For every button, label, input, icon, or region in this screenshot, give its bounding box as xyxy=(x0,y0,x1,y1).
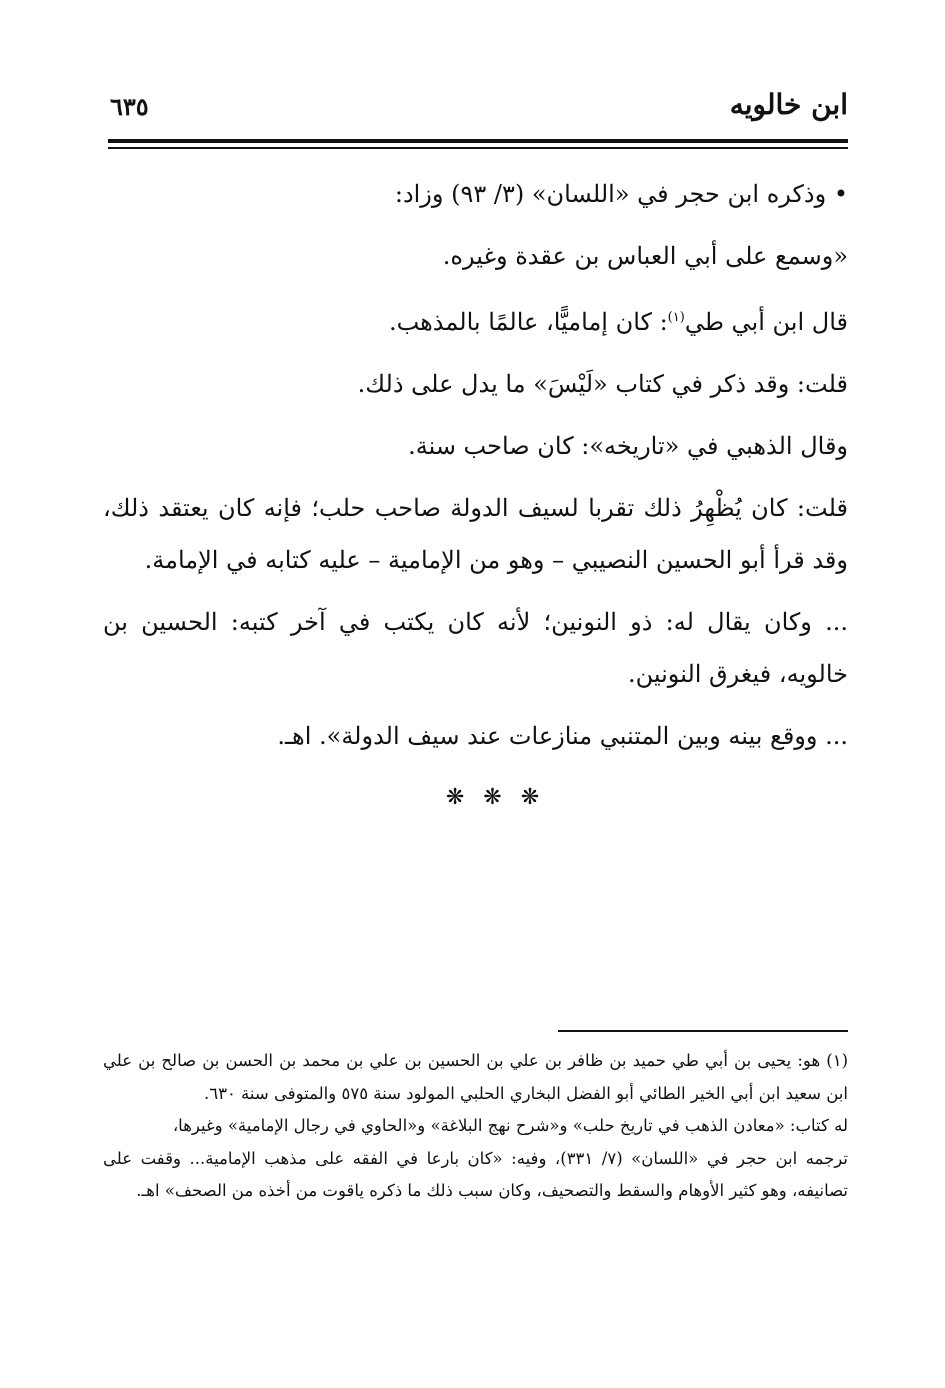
header-rule-thin xyxy=(108,147,848,149)
paragraph-8: ... ووقع بينه وبين المتنبي منازعات عند سيف الدولة». اهـ. xyxy=(277,722,848,750)
footnote-ref-1[interactable]: (١) xyxy=(667,310,685,325)
footnote-1-part-c: ترجمه ابن حجر في «اللسان» (٧/ ٣٣١)، وفيه: «كان بارعا في الفقه على مذهب الإمامية... وقفت على تصانيفه، وهو كثير الأوهام والسقط والتصحيف، وكان سبب ذلك ما ذكره ياقوت من أخذه من الصحف» اهـ. xyxy=(103,1148,848,1200)
footnotes xyxy=(103,1045,848,1208)
page-number: ٦٣٥ xyxy=(110,92,149,121)
footnote-1-part-b: له كتاب: «معادن الذهب في تاريخ حلب» و«شرح نهج البلاغة» و«الحاوي في رجال الإمامية» وغيرها، xyxy=(172,1116,848,1135)
paragraph-2: «وسمع على أبي العباس بن عقدة وغيره. xyxy=(442,242,848,270)
paragraph-3-end: : كان إماميًّا، عالمًا بالمذهب. xyxy=(388,308,668,336)
header-rule-thick xyxy=(108,139,848,143)
main-text xyxy=(103,168,848,824)
running-header-title: ابن خالويه xyxy=(729,88,848,121)
footnote-rule xyxy=(558,1030,848,1032)
paragraph-3-start: قال ابن أبي طي xyxy=(684,308,848,336)
paragraph-4: قلت: وقد ذكر في كتاب «لَيْسَ» ما يدل على ذلك. xyxy=(357,370,848,398)
paragraph-6: قلت: كان يُظْهِرُ ذلك تقربا لسيف الدولة صاحب حلب؛ فإنه كان يعتقد ذلك، وقد قرأ أبو الحسين النصيبي – وهو من الإمامية – عليه كتابه في الإمامة. xyxy=(103,494,848,574)
paragraph-1: • وذكره ابن حجر في «اللسان» (٣/ ٩٣) وزاد: xyxy=(394,180,848,208)
footnote-1-part-a: (١) هو: يحيى بن أبي طي حميد بن ظافر بن علي بن الحسين بن علي بن محمد بن الحسن بن صالح بن علي ابن سعيد ابن أبي الخير الطائي أبو الفضل البخاري الحلبي المولود سنة ٥٧٥ والمتوفى سنة ٦٣٠. xyxy=(103,1051,848,1103)
paragraph-7: ... وكان يقال له: ذو النونين؛ لأنه كان يكتب في آخر كتبه: الحسين بن خالويه، فيغرق النونين. xyxy=(103,608,848,688)
paragraph-5: وقال الذهبي في «تاريخه»: كان صاحب سنة. xyxy=(408,432,848,460)
section-separator: ❋ ❋ ❋ xyxy=(445,785,546,810)
paragraph-3 xyxy=(103,292,848,348)
